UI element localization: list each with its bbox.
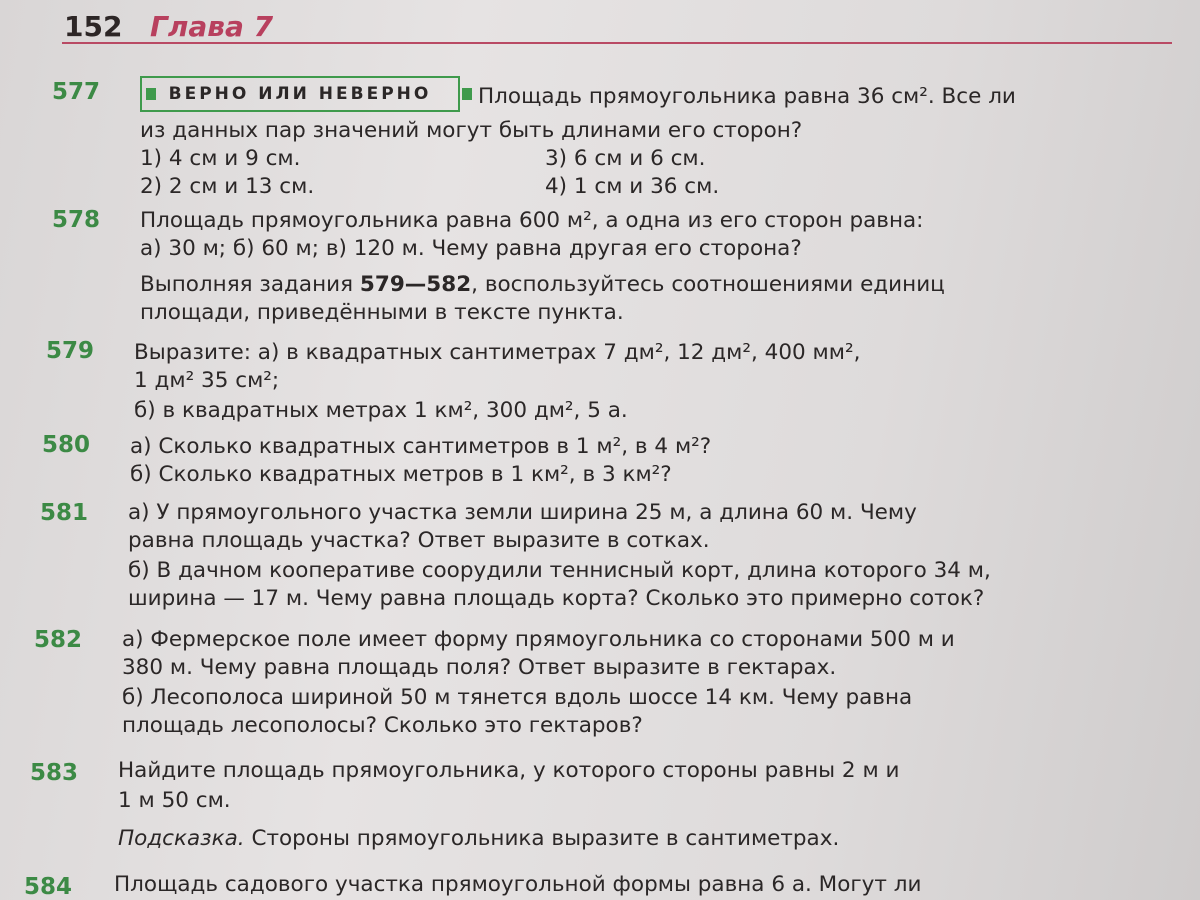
page-number: 152 [64, 10, 123, 43]
problem-577-option-1: 1) 4 см и 9 см. [140, 146, 301, 171]
problem-583-hint [118, 826, 839, 851]
problem-577-option-4: 4) 1 см и 36 см. [545, 174, 720, 199]
problem-578-line-2: а) 30 м; б) 60 м; в) 120 м. Чему равна другая его сторона? [140, 236, 802, 261]
intro-line-2: площади, приведёнными в тексте пункта. [140, 300, 624, 325]
intro-text-b: , воспользуйтесь соотношениями единиц [471, 272, 945, 297]
problem-580-line-1: а) Сколько квадратных сантиметров в 1 м², в 4 м²? [130, 434, 712, 459]
problem-584-line-1: Площадь садового участка прямоугольной формы равна 6 а. Могут ли [114, 872, 922, 897]
problem-number-584: 584 [24, 874, 73, 900]
problem-number-582: 582 [34, 627, 83, 653]
problem-581-line-1: а) У прямоугольного участка земли ширина 25 м, а длина 60 м. Чему [128, 500, 917, 525]
problem-number-580: 580 [42, 432, 91, 458]
problem-583-line-1: Найдите площадь прямоугольника, у которого стороны равны 2 м и [118, 758, 900, 783]
problem-number-583: 583 [30, 760, 79, 786]
chapter-title: Глава 7 [150, 10, 274, 43]
problem-580-line-2: б) Сколько квадратных метров в 1 км², в 3 км²? [130, 462, 672, 487]
problem-579-line-1: Выразите: а) в квадратных сантиметрах 7 дм², 12 дм², 400 мм², [134, 340, 861, 365]
true-false-badge [140, 76, 460, 112]
problem-579-line-3: б) в квадратных метрах 1 км², 300 дм², 5 а. [134, 398, 628, 423]
problem-582-line-4: площадь лесополосы? Сколько это гектаров? [122, 713, 643, 738]
intro-range: 579—582 [359, 272, 472, 297]
problem-577-option-2: 2) 2 см и 13 см. [140, 174, 315, 199]
problem-number-577: 577 [52, 79, 101, 105]
problem-577-option-3: 3) 6 см и 6 см. [545, 146, 706, 171]
hint-label: Подсказка. [118, 826, 245, 851]
problem-number-579: 579 [46, 338, 95, 364]
page-header [62, 8, 1172, 44]
intro-text-a: Выполняя задания [140, 272, 354, 297]
problem-577-line-1: Площадь прямоугольника равна 36 см². Все ли [478, 84, 1016, 109]
problem-number-581: 581 [40, 500, 89, 526]
badge-label: ВЕРНО ИЛИ НЕВЕРНО [168, 84, 432, 104]
hint-text: Стороны прямоугольника выразите в сантиметрах. [244, 826, 840, 851]
intro-line-1 [140, 272, 945, 297]
problem-582-line-1: а) Фермерское поле имеет форму прямоугольника со сторонами 500 м и [122, 627, 955, 652]
problem-582-line-3: б) Лесополоса шириной 50 м тянется вдоль шоссе 14 км. Чему равна [122, 685, 913, 710]
problem-581-line-2: равна площадь участка? Ответ выразите в сотках. [128, 528, 710, 553]
problem-581-line-3: б) В дачном кооперативе соорудили теннисный корт, длина которого 34 м, [128, 558, 991, 583]
problem-583-line-2: 1 м 50 см. [118, 788, 231, 813]
problem-579-line-2: 1 дм² 35 см²; [134, 368, 280, 393]
problem-578-line-1: Площадь прямоугольника равна 600 м², а одна из его сторон равна: [140, 208, 924, 233]
problem-number-578: 578 [52, 207, 101, 233]
problem-582-line-2: 380 м. Чему равна площадь поля? Ответ выразите в гектарах. [122, 655, 837, 680]
problem-577-line-2: из данных пар значений могут быть длинами его сторон? [140, 118, 803, 143]
problem-581-line-4: ширина — 17 м. Чему равна площадь корта? Сколько это примерно соток? [128, 586, 985, 611]
